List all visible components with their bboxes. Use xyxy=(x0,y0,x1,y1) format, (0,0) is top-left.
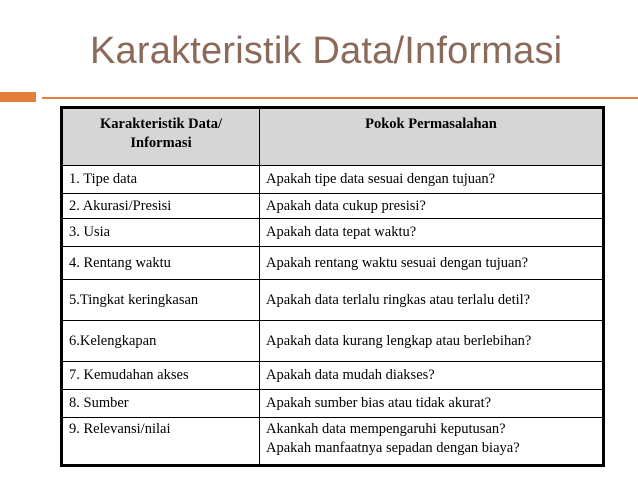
header-characteristic-line1: Karakteristik Data/ xyxy=(99,116,223,132)
row-issue: Apakah tipe data sesuai dengan tujuan? xyxy=(260,166,604,194)
table-row xyxy=(62,194,604,219)
row-issue: Apakah data cukup presisi? xyxy=(260,194,604,219)
row-characteristic: 6.Kelengkapan xyxy=(62,321,260,362)
slide-title: Karakteristik Data/Informasi xyxy=(90,30,563,72)
row-characteristic: 3. Usia xyxy=(62,219,260,247)
row-characteristic: 8. Sumber xyxy=(62,390,260,418)
row-issue-line1: Akankah data mempengaruhi keputusan? xyxy=(266,421,506,437)
row-characteristic: 1. Tipe data xyxy=(62,166,260,194)
row-issue: Apakah data mudah diakses? xyxy=(260,362,604,390)
table-row xyxy=(62,390,604,418)
title-underline xyxy=(42,97,638,99)
row-issue: Apakah sumber bias atau tidak akurat? xyxy=(260,390,604,418)
table-row xyxy=(62,418,604,466)
row-characteristic: 7. Kemudahan akses xyxy=(62,362,260,390)
header-characteristic xyxy=(62,108,260,166)
row-characteristic: 5.Tingkat keringkasan xyxy=(62,280,260,321)
row-characteristic: 9. Relevansi/nilai xyxy=(62,418,260,466)
header-issue: Pokok Permasalahan xyxy=(260,108,604,166)
row-characteristic: 4. Rentang waktu xyxy=(62,247,260,280)
row-issue: Apakah data terlalu ringkas atau terlalu detil? xyxy=(260,280,604,321)
table-row xyxy=(62,321,604,362)
table-row xyxy=(62,247,604,280)
row-issue: Apakah data tepat waktu? xyxy=(260,219,604,247)
table-row xyxy=(62,166,604,194)
row-issue: Apakah data kurang lengkap atau berlebihan? xyxy=(260,321,604,362)
title-accent-bar xyxy=(0,92,36,102)
row-issue: Apakah rentang waktu sesuai dengan tujuan? xyxy=(260,247,604,280)
table-row xyxy=(62,280,604,321)
table-row xyxy=(62,219,604,247)
row-characteristic: 2. Akurasi/Presisi xyxy=(62,194,260,219)
table-header-row xyxy=(62,108,604,166)
characteristics-table xyxy=(60,106,605,467)
row-issue xyxy=(260,418,604,466)
table-row xyxy=(62,362,604,390)
row-issue-line2: Apakah manfaatnya sepadan dengan biaya? xyxy=(266,440,520,456)
header-characteristic-line2: Informasi xyxy=(130,135,192,151)
